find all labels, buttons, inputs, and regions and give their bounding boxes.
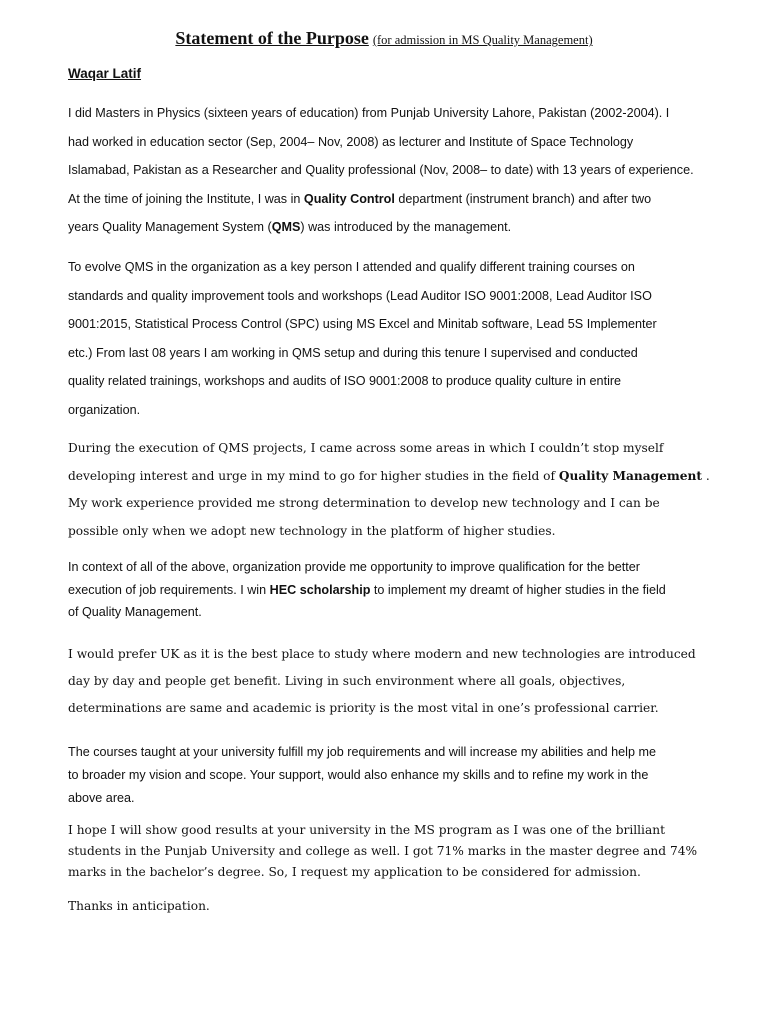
text-line: determinations are same and academic is priority is the most vital in one’s professional carrier. xyxy=(68,701,659,715)
text-line: day by day and people get benefit. Living in such environment where all goals, objectives, xyxy=(68,674,626,688)
text-line: quality related trainings, workshops and audits of ISO 9001:2008 to produce quality culture in entire xyxy=(68,374,622,389)
text-line: of Quality Management. xyxy=(68,605,202,619)
text-line: To evolve QMS in the organization as a key person I attended and qualify different training courses on xyxy=(68,260,635,274)
author-name: Waqar Latif xyxy=(68,66,142,81)
text-line: I would prefer UK as it is the best place to study where modern and new technologies are introduced xyxy=(68,647,696,661)
text-line: etc.) From last 08 years I am working in QMS setup and during this tenure I supervised and conducted xyxy=(68,345,638,360)
text-line: 9001:2015, Statistical Process Control (SPC) using MS Excel and Minitab software, Lead 5S Implementer xyxy=(68,317,657,332)
text-line: Thanks in anticipation. xyxy=(68,899,210,913)
text-line: In context of all of the above, organization provide me opportunity to improve qualification for the better xyxy=(68,560,640,574)
text-line: My work experience provided me strong determination to develop new technology and I can be xyxy=(68,496,660,510)
bold-phrase: QMS xyxy=(271,220,301,235)
document-subtitle: (for admission in MS Quality Management) xyxy=(372,33,593,47)
text-line: standards and quality improvement tools and workshops (Lead Auditor ISO 9001:2008, Lead Auditor ISO xyxy=(68,288,652,303)
paragraph-scholarship xyxy=(68,556,732,624)
bold-phrase: HEC scholarship xyxy=(269,582,371,597)
text-line: marks in the bachelor’s degree. So, I request my application to be considered for admission. xyxy=(68,864,641,879)
text-line: had worked in education sector (Sep, 2004– Nov, 2008) as lecturer and Institute of Space Technology xyxy=(68,134,634,149)
text-line: above area. xyxy=(68,790,135,805)
text-line: During the execution of QMS projects, I came across some areas in which I couldn’t stop myself xyxy=(68,441,664,455)
text-line: I hope I will show good results at your university in the MS program as I was one of the brilliant xyxy=(68,823,665,837)
paragraph-closing xyxy=(68,896,732,916)
text-line: years Quality Management System (QMS) was introduced by the management. xyxy=(68,220,512,235)
text-line: At the time of joining the Institute, I was in Quality Control department (instrument branch) and after two xyxy=(68,191,652,206)
text-line: execution of job requirements. I win HEC scholarship to implement my dreamt of higher studies in the field xyxy=(68,582,666,597)
text-line: to broader my vision and scope. Your support, would also enhance my skills and to refine my work in the xyxy=(68,767,649,782)
paragraph-education-experience xyxy=(68,99,732,242)
bold-phrase: Quality Management xyxy=(558,468,703,483)
text-line: The courses taught at your university fulfill my job requirements and will increase my abilities and help me xyxy=(68,745,656,759)
paragraph-courses xyxy=(68,741,732,809)
text-line: possible only when we adopt new technology in the platform of higher studies. xyxy=(68,523,556,538)
paragraph-uk-preference xyxy=(68,641,732,722)
paragraph-results xyxy=(68,820,732,882)
text-line: I did Masters in Physics (sixteen years of education) from Punjab University Lahore, Pakistan (2002-2004). I xyxy=(68,106,670,120)
text-line: organization. xyxy=(68,402,141,417)
paragraph-motivation xyxy=(68,435,732,545)
document-title: Statement of the Purpose xyxy=(175,28,369,48)
bold-phrase: Quality Control xyxy=(303,191,395,206)
title-line xyxy=(0,28,768,49)
text-line: students in the Punjab University and college as well. I got 71% marks in the master degree and 74% xyxy=(68,843,698,858)
text-line: Islamabad, Pakistan as a Researcher and Quality professional (Nov, 2008– to date) with 13 years of experience. xyxy=(68,163,694,178)
text-line: developing interest and urge in my mind to go for higher studies in the field of Quality Management . xyxy=(68,468,710,483)
paragraph-qms-training xyxy=(68,253,732,425)
